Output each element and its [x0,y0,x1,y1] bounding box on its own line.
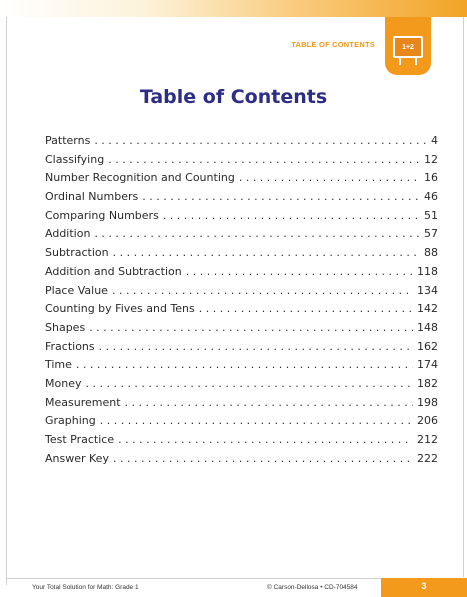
toc-entry-label: Place Value [45,283,108,297]
top-gradient-bar [0,0,467,17]
toc-entry[interactable] [45,134,438,153]
toc-entry[interactable] [45,246,438,265]
toc-entry[interactable] [45,209,438,228]
toc-entry-label: Time [45,358,72,372]
toc-dot-leader [99,340,413,353]
chalkboard-leg-right [415,58,417,65]
toc-entry[interactable] [45,414,438,433]
toc-entry-page: 4 [431,134,438,147]
footer-copyright: © Carson-Dellosa • CD-704584 [267,584,358,591]
table-of-contents-list [45,134,438,470]
toc-dot-leader [89,321,413,334]
toc-entry-label: Number Recognition and Counting [45,171,235,185]
toc-dot-leader [76,358,413,371]
page-number-box [381,578,467,597]
toc-entry[interactable] [45,358,438,377]
toc-entry-page: 88 [424,246,438,260]
toc-dot-leader [163,209,420,222]
toc-dot-leader [199,302,413,315]
toc-entry-label: Addition [45,227,91,241]
toc-entry-label: Addition and Subtraction [45,264,182,278]
toc-entry-label: Counting by Fives and Tens [45,302,195,316]
toc-entry[interactable] [45,265,438,284]
toc-entry-label: Shapes [45,320,86,334]
chalkboard-icon [393,36,423,58]
toc-entry-page: 12 [424,152,438,166]
toc-entry-label: Comparing Numbers [45,208,159,222]
chapter-tab [385,17,431,75]
footer-book-title: Your Total Solution for Math: Grade 1 [32,584,139,591]
toc-entry-page: 118 [417,264,438,278]
toc-entry-page: 162 [417,339,438,353]
toc-entry[interactable] [45,396,438,415]
toc-dot-leader [142,190,420,203]
toc-entry-page: 16 [424,171,438,185]
toc-entry-page: 51 [424,208,438,222]
toc-entry[interactable] [45,452,438,471]
toc-entry[interactable] [45,340,438,359]
section-label: TABLE OF CONTENTS [291,40,375,49]
toc-dot-leader [108,153,420,166]
toc-entry[interactable] [45,171,438,190]
toc-entry-page: 174 [417,358,438,372]
footer-divider [6,578,381,579]
toc-entry-label: Money [45,376,82,390]
toc-entry[interactable] [45,190,438,209]
toc-dot-leader [118,433,413,446]
toc-entry-page: 212 [417,433,438,446]
toc-dot-leader [94,227,420,240]
toc-entry-label: Test Practice [45,433,115,446]
toc-entry-label: Ordinal Numbers [45,190,139,204]
toc-dot-leader [239,171,420,184]
toc-entry[interactable] [45,153,438,172]
page-title: Table of Contents [139,86,328,108]
toc-entry-label: Fractions [45,339,95,353]
toc-entry-page: 222 [417,451,438,465]
chalkboard-leg-left [399,58,401,65]
toc-entry-page: 134 [417,283,438,297]
toc-dot-leader [85,377,413,390]
toc-dot-leader [112,284,413,297]
toc-entry[interactable] [45,377,438,396]
toc-entry-page: 206 [417,414,438,428]
toc-entry-page: 182 [417,376,438,390]
toc-dot-leader [94,134,427,147]
toc-entry-page: 57 [424,227,438,241]
toc-entry[interactable] [45,433,438,452]
toc-dot-leader [113,246,420,259]
page-number: 3 [421,581,427,591]
toc-dot-leader [186,265,413,278]
chalkboard-icon-text: 1+2 [402,43,414,51]
toc-dot-leader [125,396,413,409]
toc-entry-page: 46 [424,190,438,204]
toc-entry[interactable] [45,284,438,303]
toc-entry-page: 148 [417,320,438,334]
toc-dot-leader [100,414,413,427]
toc-entry-label: Patterns [45,134,91,147]
toc-dot-leader [113,452,413,465]
toc-entry[interactable] [45,227,438,246]
toc-entry[interactable] [45,302,438,321]
toc-entry-label: Answer Key [45,451,109,465]
toc-entry[interactable] [45,321,438,340]
toc-entry-label: Subtraction [45,246,109,260]
toc-entry-label: Graphing [45,414,96,428]
toc-entry-label: Classifying [45,152,105,166]
toc-entry-label: Measurement [45,395,121,409]
toc-entry-page: 198 [417,395,438,409]
toc-entry-page: 142 [417,302,438,316]
